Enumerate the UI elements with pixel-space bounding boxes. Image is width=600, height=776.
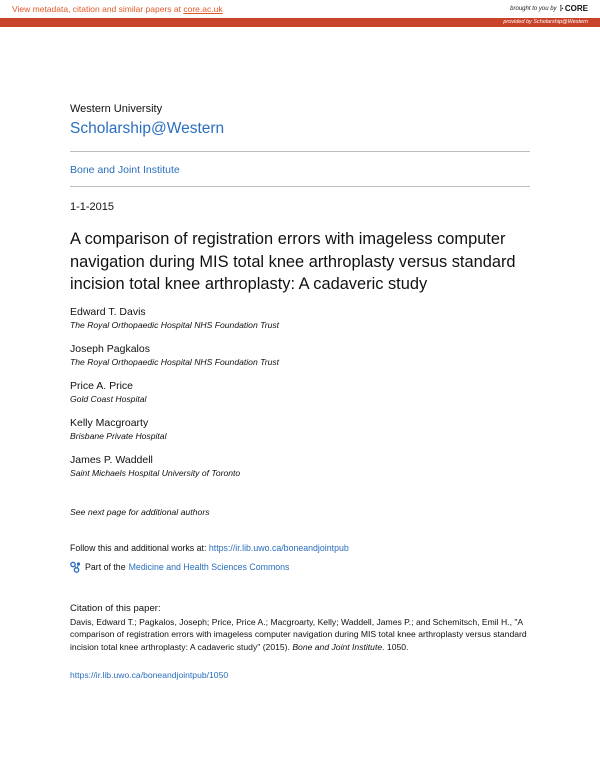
brought-by-text: brought to you by	[510, 5, 557, 12]
citation-suffix: . 1050.	[382, 641, 409, 652]
author-affiliation: The Royal Orthopaedic Hospital NHS Foundation Trust	[70, 357, 280, 367]
author-entry	[70, 343, 530, 368]
author-name: Kelly Macgroarty	[70, 417, 149, 429]
author-entry	[70, 417, 530, 442]
institution-name: Western University	[70, 103, 163, 115]
citation-journal: Bone and Joint Institute	[292, 641, 383, 652]
follow-prefix: Follow this and additional works at:	[70, 543, 209, 553]
see-next-page-note: See next page for additional authors	[70, 507, 210, 517]
core-banner	[0, 0, 600, 28]
author-affiliation: Gold Coast Hospital	[70, 394, 147, 404]
author-name: James P. Waddell	[70, 454, 153, 466]
author-affiliation: Brisbane Private Hospital	[70, 431, 167, 441]
citation-main: Davis, Edward T.; Pagkalos, Joseph; Price, Price A.; Macgroarty, Kelly; Waddell, James P.; and Schemitsch, Emil H., "A comparison of registration errors with imageless computer navigation during MIS total knee arthroplasty versus standard incision total knee arthroplasty: A cadaveric study" (2015).	[70, 617, 527, 652]
core-logo-icon: ⁞·	[559, 4, 563, 13]
divider	[70, 151, 530, 152]
commons-link[interactable]: Medicine and Health Sciences Commons	[128, 562, 290, 572]
provided-by-text[interactable]: provided by Scholarship@Western	[503, 19, 588, 25]
author-name: Joseph Pagkalos	[70, 343, 150, 355]
divider	[70, 186, 530, 187]
publication-date: 1-1-2015	[70, 201, 115, 213]
paper-title: A comparison of registration errors with imageless computer navigation during MIS total knee arthroplasty versus standard incision total knee arthroplasty: A cadaveric study	[70, 230, 516, 293]
core-logo-text: CORE	[564, 4, 588, 13]
provided-by-bar	[0, 18, 600, 27]
author-affiliation: The Royal Orthopaedic Hospital NHS Foundation Trust	[70, 320, 280, 330]
part-of-prefix: Part of the	[85, 562, 126, 572]
author-entry	[70, 306, 530, 331]
citation-heading: Citation of this paper:	[70, 603, 161, 614]
author-name: Price A. Price	[70, 380, 134, 392]
follow-line	[70, 543, 349, 553]
core-logo[interactable]	[560, 4, 588, 13]
part-of-line	[70, 561, 289, 573]
citation-text	[70, 616, 530, 653]
citation-url-link[interactable]: https://ir.lib.uwo.ca/boneandjointpub/1050	[70, 670, 229, 680]
network-icon	[70, 561, 82, 573]
core-link-domain: core.ac.uk	[183, 4, 223, 14]
core-metadata-link[interactable]	[12, 4, 223, 14]
core-link-prefix: View metadata, citation and similar papers at	[12, 4, 184, 14]
author-entry	[70, 380, 530, 405]
repository-link[interactable]: Scholarship@Western	[70, 120, 225, 137]
collection-link[interactable]: https://ir.lib.uwo.ca/boneandjointpub	[208, 543, 349, 553]
department-link[interactable]: Bone and Joint Institute	[70, 164, 180, 176]
author-name: Edward T. Davis	[70, 306, 146, 318]
brought-to-you-by	[510, 4, 588, 13]
author-list	[70, 306, 530, 491]
author-entry	[70, 454, 530, 479]
author-affiliation: Saint Michaels Hospital University of Toronto	[70, 468, 241, 478]
